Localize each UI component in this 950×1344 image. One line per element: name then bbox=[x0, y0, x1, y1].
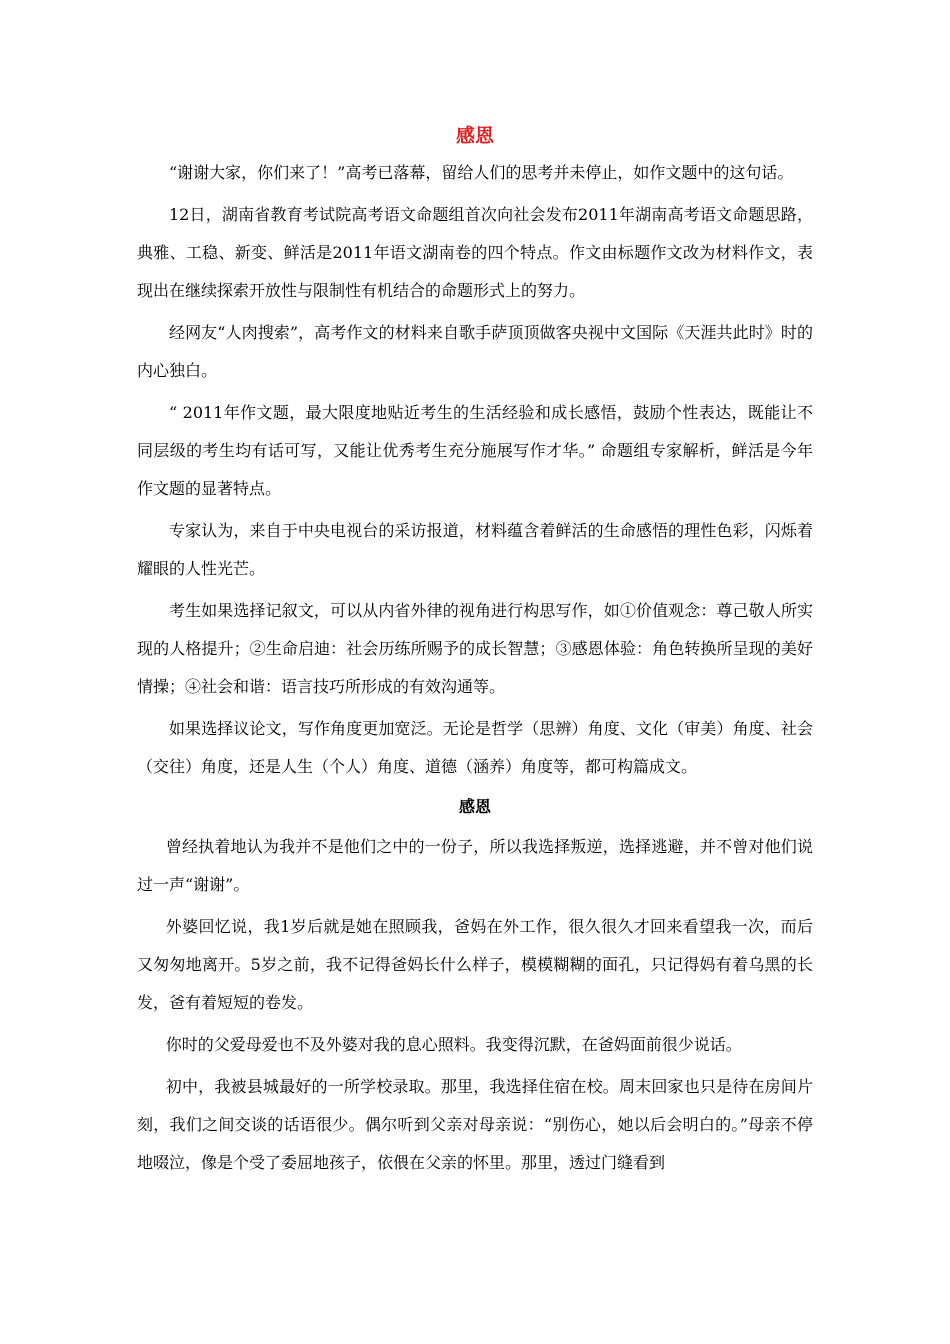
intro-section bbox=[137, 154, 813, 786]
page-title: 感恩 bbox=[455, 125, 494, 147]
intro-paragraph: 如果选择议论文，写作角度更加宽泛。无论是哲学（思辨）角度、文化（审美）角度、社会（交往）角度，还是人生（个人）角度、道德（涵养）角度等，都可构篇成文。 bbox=[137, 719, 813, 776]
intro-paragraph: 专家认为，来自于中央电视台的采访报道，材料蕴含着鲜活的生命感悟的理性色彩，闪烁着耀眼的人性光芒。 bbox=[137, 521, 813, 578]
essay-section bbox=[137, 828, 813, 1182]
intro-paragraph: 12日，湖南省教育考试院高考语文命题组首次向社会发布2011年湖南高考语文命题思路，典雅、工稳、新变、鲜活是2011年语文湖南卷的四个特点。作文由标题作文改为材料作文，表现出在继续探索开放性与限制性有机结合的命题形式上的努力。 bbox=[137, 205, 813, 300]
intro-paragraph: “谢谢大家，你们来了！”高考已落幕，留给人们的思考并未停止，如作文题中的这句话。 bbox=[169, 163, 794, 182]
intro-paragraph: 考生如果选择记叙文，可以从内省外律的视角进行构思写作，如①价值观念：尊己敬人所实现的人格提升；②生命启迪：社会历练所赐予的成长智慧；③感恩体验：角色转换所呈现的美好情操；④社会和谐：语言技巧所形成的有效沟通等。 bbox=[137, 601, 813, 696]
document-page bbox=[137, 120, 813, 1186]
intro-paragraph: “ 2011年作文题，最大限度地贴近考生的生活经验和成长感悟，鼓励个性表达，既能让不同层级的考生均有话可写，又能让优秀考生充分施展写作才华。” 命题组专家解析，鲜活是今年作文题的显著特点。 bbox=[137, 403, 813, 498]
essay-paragraph: 外婆回忆说，我1岁后就是她在照顾我，爸妈在外工作，很久很久才回来看望我一次，而后又匆匆地离开。5岁之前，我不记得爸妈长什么样子，模模糊糊的面孔，只记得妈有着乌黑的长发，爸有着短短的卷发。 bbox=[137, 917, 813, 1012]
essay-paragraph: 曾经执着地认为我并不是他们之中的一份子，所以我选择叛逆，选择逃避，并不曾对他们说过一声“谢谢”。 bbox=[137, 837, 813, 894]
essay-paragraph: 你时的父爱母爱也不及外婆对我的息心照料。我变得沉默，在爸妈面前很少说话。 bbox=[165, 1035, 742, 1054]
intro-paragraph: 经网友“人肉搜索”，高考作文的材料来自歌手萨顶顶做客央视中文国际《天涯共此时》时的内心独白。 bbox=[137, 323, 813, 380]
essay-title: 感恩 bbox=[458, 797, 491, 816]
essay-paragraph: 初中，我被县城最好的一所学校录取。那里，我选择住宿在校。周末回家也只是待在房间片刻，我们之间交谈的话语很少。偶尔听到父亲对母亲说：“别伤心，她以后会明白的。”母亲不停地啜泣，像是个受了委屈地孩子，依偎在父亲的怀里。那里，透过门缝看到 bbox=[137, 1077, 813, 1172]
